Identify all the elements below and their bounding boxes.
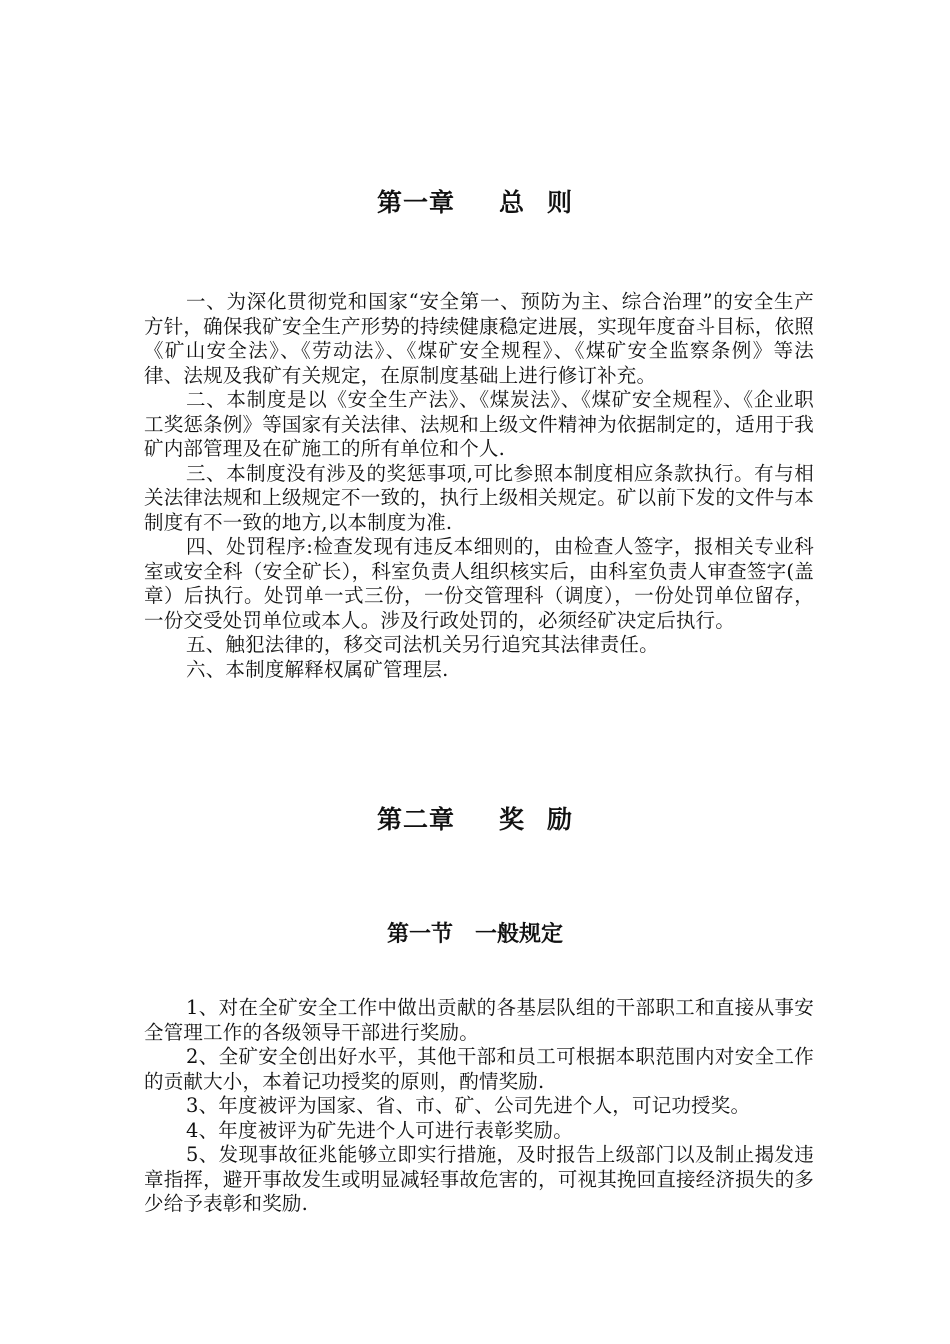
chapter-1-label: 第一章 — [376, 188, 455, 217]
section-1-title: 一般规定 — [475, 922, 564, 947]
chapter-1-paragraph: 二、本制度是以《安全生产法》、《煤炭法》、《煤矿安全规程》、《企业职工奖惩条例》等国家有关法律、法规和上级文件精神为依据制定的，适用于我矿内部管理及在矿施工的所有单位和个人. — [144, 388, 814, 460]
chapter-2-title-char-1: 奖 — [498, 805, 525, 834]
section-1-paragraph: 3、年度被评为国家、省、市、矿、公司先进个人，可记功授奖。 — [186, 1094, 751, 1117]
chapter-1-paragraph: 四、处罚程序:检查发现有违反本细则的，由检查人签字，报相关专业科室或安全科（安全矿长），科室负责人组织核实后，由科室负责人审查签字(盖章）后执行。处罚单一式三份，一份交管理科（调度），一份处罚单位留存，一份交受处罚单位或本人。涉及行政处罚的，必须经矿决定后执行。 — [144, 535, 814, 632]
chapter-1-title-char-1: 总 — [498, 188, 525, 217]
section-1-paragraph: 1、对在全矿安全工作中做出贡献的各基层队组的干部职工和直接从事安全管理工作的各级领导干部进行奖励。 — [144, 996, 814, 1044]
chapter-1-paragraph: 六、本制度解释权属矿管理层. — [186, 657, 449, 681]
chapter-2-title-char-2: 励 — [547, 805, 574, 834]
chapter-1-paragraph: 三、本制度没有涉及的奖惩事项,可比参照本制度相应条款执行。有与相关法律法规和上级规定不一致的，执行上级相关规定。矿以前下发的文件与本制度有不一致的地方,以本制度为准. — [144, 461, 814, 534]
chapter-1-body — [144, 290, 814, 682]
section-1-body — [144, 996, 814, 1217]
section-1-paragraph: 2、全矿安全创出好水平，其他干部和员工可根据本职范围内对安全工作的贡献大小，本着记功授奖的原则，酌情奖励. — [144, 1045, 814, 1093]
chapter-1-title-char-2: 则 — [547, 188, 574, 217]
chapter-2-label: 第二章 — [376, 805, 455, 834]
section-1-heading — [0, 917, 950, 948]
chapter-1-paragraph: 一、为深化贯彻党和国家“安全第一、预防为主、综合治理”的安全生产方针，确保我矿安全生产形势的持续健康稳定进展，实现年度奋斗目标，依照《矿山安全法》、《劳动法》、《煤矿安全规程》、《煤矿安全监察条例》等法律、法规及我矿有关规定，在原制度基础上进行修订补充。 — [144, 290, 814, 387]
chapter-1-paragraph: 五、触犯法律的，移交司法机关另行追究其法律责任。 — [186, 633, 659, 656]
section-1-paragraph: 4、年度被评为矿先进个人可进行表彰奖励。 — [186, 1118, 573, 1142]
section-1-label: 第一节 — [386, 922, 453, 947]
chapter-1-heading — [0, 183, 950, 219]
chapter-2-heading — [0, 800, 950, 836]
section-1-paragraph: 5、发现事故征兆能够立即实行措施，及时报告上级部门以及制止揭发违章指挥，避开事故发生或明显减轻事故危害的，可视其挽回直接经济损失的多少给予表彰和奖励. — [144, 1143, 814, 1215]
